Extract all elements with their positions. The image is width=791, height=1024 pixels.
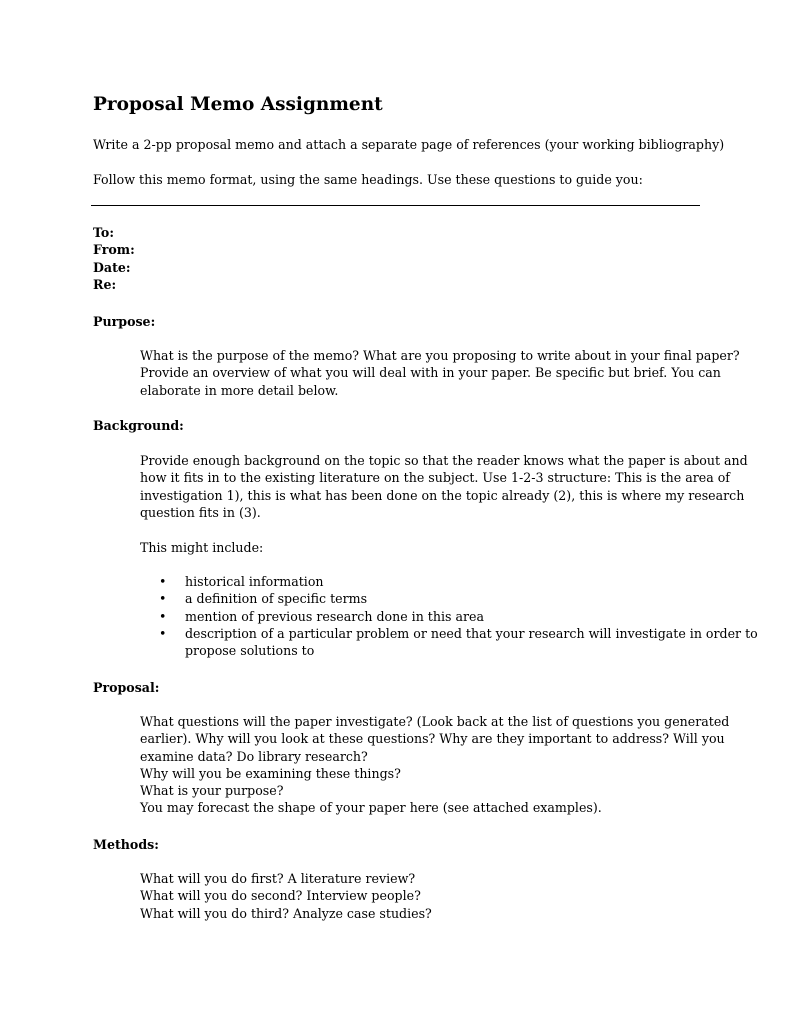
memo-field-to: To: [93,225,114,240]
bullet-icon: • [159,574,167,589]
proposal-line: Why will you be examining these things? [140,765,401,781]
background-include-intro [140,539,263,556]
methods-text [140,870,432,922]
purpose-text [140,347,740,399]
memo-header-fields [93,224,135,293]
format-instruction: Follow this memo format, using the same headings. Use these questions to guide you: [93,172,643,187]
purpose-line: elaborate in more detail below. [140,382,339,398]
background-line: question fits in (3). [140,504,261,520]
memo-field-from: From: [93,242,135,258]
horizontal-divider [91,205,700,206]
page-title: Proposal Memo Assignment [93,94,383,115]
proposal-line: What questions will the paper investigate? (Look back at the list of questions you generated [140,714,730,729]
list-item-text: mention of previous research done in this area [185,608,484,624]
purpose-line: What is the purpose of the memo? What are you proposing to write about in your final paper? [140,348,740,363]
list-item [140,625,758,660]
methods-line: What will you do first? A literature review? [140,871,416,886]
list-item-continuation: propose solutions to [185,643,315,659]
list-item [140,573,758,590]
list-item-text: a definition of specific terms [185,591,368,607]
proposal-line: examine data? Do library research? [140,748,368,764]
intro-instruction: Write a 2-pp proposal memo and attach a separate page of references (your working bibliography) [93,137,725,152]
background-heading: Background: [93,418,184,433]
background-text [140,452,748,521]
memo-field-re: Re: [93,276,117,292]
proposal-line: You may forecast the shape of your paper here (see attached examples). [140,800,602,816]
memo-field-date: Date: [93,259,131,275]
bullet-icon: • [159,625,167,641]
methods-line: What will you do second? Interview people? [140,888,421,904]
proposal-heading: Proposal: [93,680,160,695]
proposal-line: What is your purpose? [140,783,284,799]
list-item-text: description of a particular problem or need that your research will investigate in order to [185,625,758,641]
bullet-icon: • [159,608,167,624]
purpose-heading: Purpose: [93,314,156,329]
background-line: how it fits in to the existing literature on the subject. Use 1-2-3 structure: This is the area of [140,470,730,486]
methods-line: What will you do third? Analyze case studies? [140,905,432,921]
methods-heading: Methods: [93,837,159,852]
proposal-line: earlier). Why will you look at these questions? Why are they important to address? Will you [140,731,725,747]
include-intro-text: This might include: [140,540,264,555]
background-line: Provide enough background on the topic so that the reader knows what the paper is about and [140,453,748,468]
list-item [140,590,758,607]
proposal-text [140,713,729,817]
background-line: investigation 1), this is what has been done on the topic already (2), this is where my research [140,487,745,503]
purpose-line: Provide an overview of what you will deal with in your paper. Be specific but brief. You can [140,365,721,381]
list-item-text: historical information [185,574,324,589]
background-bullet-list [140,573,758,659]
bullet-icon: • [159,591,167,607]
list-item [140,608,758,625]
